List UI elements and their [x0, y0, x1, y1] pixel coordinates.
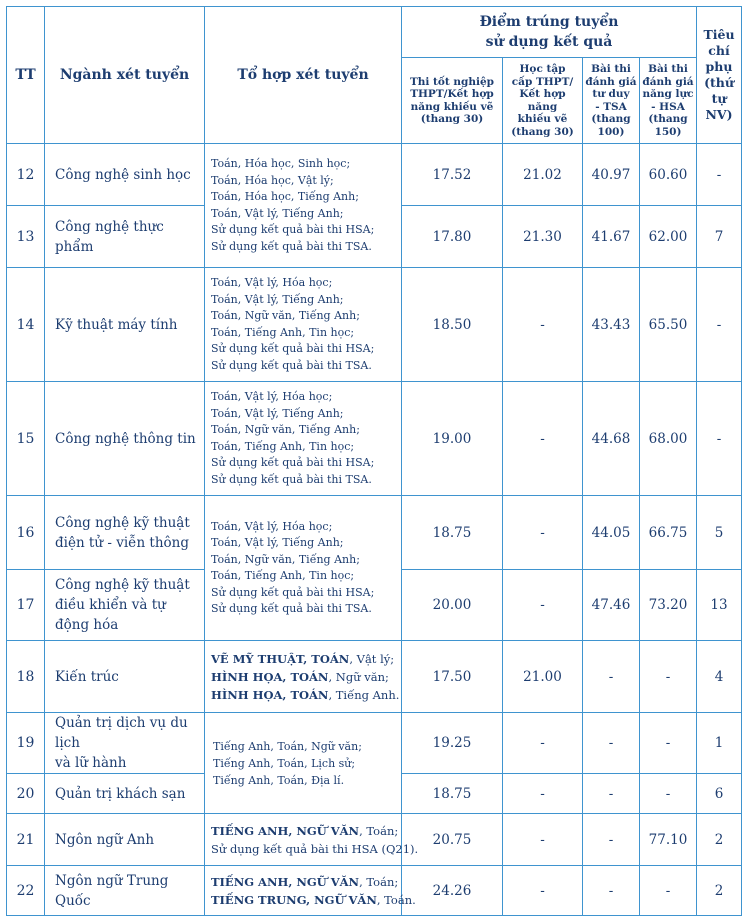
row-sub: 7 — [697, 206, 742, 268]
header-sub-criteria: Tiêu chí phụ (thứ tự NV) — [697, 7, 742, 144]
table-row — [7, 866, 742, 916]
admission-score-table — [6, 6, 742, 916]
row-major: Công nghệ thông tin — [45, 382, 205, 496]
row-sub: - — [697, 382, 742, 496]
row-thpt: 20.75 — [402, 814, 503, 866]
row-hsa: - — [640, 641, 697, 713]
row-thpt: 20.00 — [402, 570, 503, 641]
row-major: Công nghệ sinh học — [45, 144, 205, 206]
row-thpt: 17.80 — [402, 206, 503, 268]
row-thpt: 19.25 — [402, 713, 503, 774]
row-sub: 2 — [697, 814, 742, 866]
row-tt: 20 — [7, 774, 45, 814]
row-tt: 12 — [7, 144, 45, 206]
row-tt: 13 — [7, 206, 45, 268]
row-combo: VẼ MỸ THUẬT, TOÁN, Vật lý; HÌNH HỌA, TOÁN, Ngữ văn; HÌNH HỌA, TOÁN, Tiếng Anh. — [205, 641, 402, 713]
row-hsa: 62.00 — [640, 206, 697, 268]
row-combo: Toán, Hóa học, Sinh học; Toán, Hóa học, Vật lý; Toán, Hóa học, Tiếng Anh; Toán, Vật lý, Tiếng Anh; Sử dụng kết quả bài thi HSA; Sử dụng kết quả bài thi TSA. — [205, 144, 402, 268]
row-hsa: - — [640, 774, 697, 814]
row-tsa: - — [583, 866, 640, 916]
row-hsa: 60.60 — [640, 144, 697, 206]
row-tsa: - — [583, 641, 640, 713]
row-sub: 13 — [697, 570, 742, 641]
row-thpt: 17.52 — [402, 144, 503, 206]
row-tt: 18 — [7, 641, 45, 713]
row-combo: Toán, Vật lý, Hóa học; Toán, Vật lý, Tiếng Anh; Toán, Ngữ văn, Tiếng Anh; Toán, Tiếng Anh, Tin học; Sử dụng kết quả bài thi HSA; Sử dụng kết quả bài thi TSA. — [205, 268, 402, 382]
row-thpt: 18.75 — [402, 774, 503, 814]
header-major: Ngành xét tuyển — [45, 7, 205, 144]
row-thpt: 18.50 — [402, 268, 503, 382]
header-score-group — [402, 7, 697, 58]
row-tsa: 44.05 — [583, 496, 640, 570]
row-tsa: - — [583, 774, 640, 814]
table-row — [7, 641, 742, 713]
row-hoctap: - — [503, 570, 583, 641]
row-major: Quản trị khách sạn — [45, 774, 205, 814]
row-thpt: 24.26 — [402, 866, 503, 916]
row-tt: 15 — [7, 382, 45, 496]
row-tsa: 40.97 — [583, 144, 640, 206]
row-major: Công nghệ kỹ thuật điều khiển và tự động hóa — [45, 570, 205, 641]
row-combo: Tiếng Anh, Toán, Ngữ văn; Tiếng Anh, Toán, Lịch sử; Tiếng Anh, Toán, Địa lí. — [205, 713, 402, 814]
row-major: Công nghệ thực phẩm — [45, 206, 205, 268]
row-major: Ngôn ngữ Trung Quốc — [45, 866, 205, 916]
row-tt: 19 — [7, 713, 45, 774]
table-row — [7, 814, 742, 866]
table-row — [7, 144, 742, 206]
row-hsa: - — [640, 713, 697, 774]
row-tt: 17 — [7, 570, 45, 641]
row-hoctap: - — [503, 814, 583, 866]
row-thpt: 17.50 — [402, 641, 503, 713]
row-hsa: 73.20 — [640, 570, 697, 641]
header-hsa: Bài thi đánh giá năng lực - HSA (thang 150) — [640, 58, 697, 144]
row-hoctap: - — [503, 268, 583, 382]
row-thpt: 18.75 — [402, 496, 503, 570]
row-major: Ngôn ngữ Anh — [45, 814, 205, 866]
header-tt: TT — [7, 7, 45, 144]
row-tsa: 41.67 — [583, 206, 640, 268]
row-thpt: 19.00 — [402, 382, 503, 496]
row-hoctap: - — [503, 382, 583, 496]
row-combo: TIẾNG ANH, NGỮ VĂN, Toán; Sử dụng kết quả bài thi HSA (Q21). — [205, 814, 402, 866]
row-combo: TIẾNG ANH, NGỮ VĂN, Toán; TIẾNG TRUNG, NGỮ VĂN, Toán. — [205, 866, 402, 916]
header-score-group-line2: sử dụng kết quả — [485, 34, 613, 50]
header-thpt: Thi tốt nghiệp THPT/Kết hợp năng khiếu vẽ (thang 30) — [402, 58, 503, 144]
row-hsa: 77.10 — [640, 814, 697, 866]
row-sub: 6 — [697, 774, 742, 814]
row-combo: Toán, Vật lý, Hóa học; Toán, Vật lý, Tiếng Anh; Toán, Ngữ văn, Tiếng Anh; Toán, Tiếng Anh, Tin học; Sử dụng kết quả bài thi HSA; Sử dụng kết quả bài thi TSA. — [205, 496, 402, 641]
row-hoctap: - — [503, 713, 583, 774]
row-tsa: 43.43 — [583, 268, 640, 382]
row-sub: - — [697, 268, 742, 382]
row-hoctap: 21.02 — [503, 144, 583, 206]
row-major: Công nghệ kỹ thuật điện tử - viễn thông — [45, 496, 205, 570]
row-hsa: 66.75 — [640, 496, 697, 570]
row-tt: 14 — [7, 268, 45, 382]
row-major: Kỹ thuật máy tính — [45, 268, 205, 382]
table-row — [7, 382, 742, 496]
row-tsa: - — [583, 814, 640, 866]
row-tsa: 47.46 — [583, 570, 640, 641]
row-sub: 2 — [697, 866, 742, 916]
header-hoctap: Học tập cấp THPT/ Kết hợp năng khiếu vẽ (thang 30) — [503, 58, 583, 144]
row-hsa: 68.00 — [640, 382, 697, 496]
row-hsa: - — [640, 866, 697, 916]
table-row — [7, 268, 742, 382]
row-tsa: - — [583, 713, 640, 774]
row-hoctap: 21.30 — [503, 206, 583, 268]
row-hoctap: - — [503, 774, 583, 814]
row-sub: 5 — [697, 496, 742, 570]
row-tt: 21 — [7, 814, 45, 866]
row-tt: 16 — [7, 496, 45, 570]
row-hsa: 65.50 — [640, 268, 697, 382]
row-combo: Toán, Vật lý, Hóa học; Toán, Vật lý, Tiếng Anh; Toán, Ngữ văn, Tiếng Anh; Toán, Tiếng Anh, Tin học; Sử dụng kết quả bài thi HSA; Sử dụng kết quả bài thi TSA. — [205, 382, 402, 496]
row-sub: - — [697, 144, 742, 206]
header-tsa: Bài thi đánh giá tư duy - TSA (thang 100) — [583, 58, 640, 144]
row-hoctap: 21.00 — [503, 641, 583, 713]
header-combo: Tổ hợp xét tuyển — [205, 7, 402, 144]
header-score-group-line1: Điểm trúng tuyển — [479, 14, 619, 30]
table-row — [7, 496, 742, 570]
row-major: Kiến trúc — [45, 641, 205, 713]
row-tt: 22 — [7, 866, 45, 916]
row-hoctap: - — [503, 866, 583, 916]
row-tsa: 44.68 — [583, 382, 640, 496]
row-hoctap: - — [503, 496, 583, 570]
row-sub: 4 — [697, 641, 742, 713]
row-major: Quản trị dịch vụ du lịch và lữ hành — [45, 713, 205, 774]
table-row — [7, 713, 742, 774]
row-sub: 1 — [697, 713, 742, 774]
